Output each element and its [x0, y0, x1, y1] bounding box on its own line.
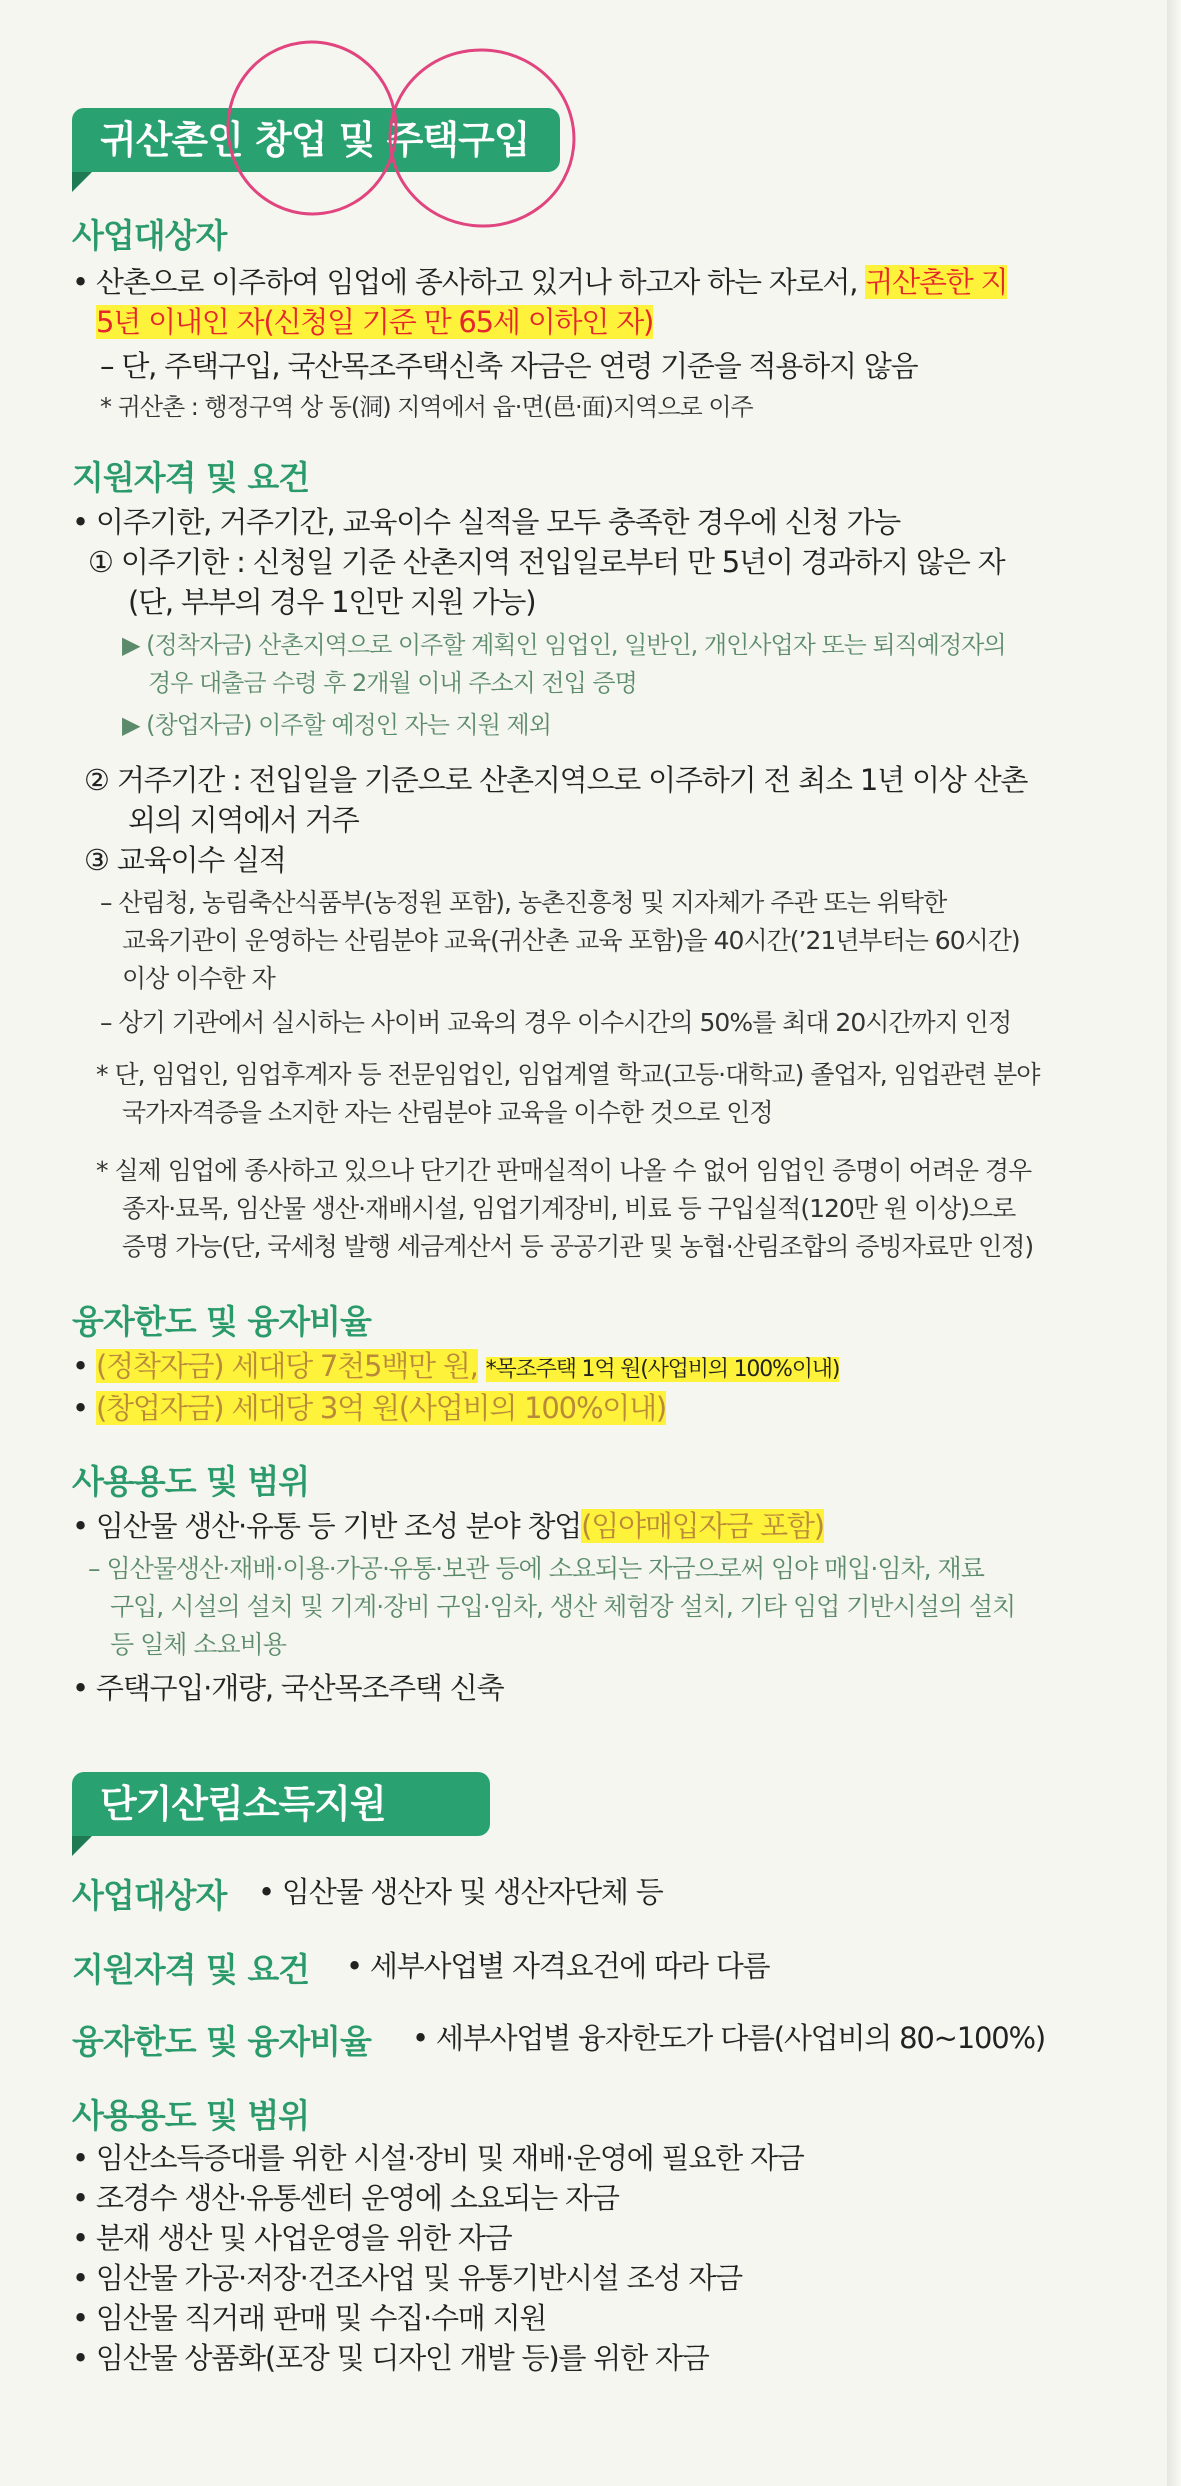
limit-value-2: • 세부사업별 융자한도가 다름(사업비의 80~100%)	[412, 2021, 1045, 2055]
heading-loan-limit-2: 융자한도 및 융자비율	[72, 2022, 371, 2061]
use2-item: • 조경수 생산·유통센터 운영에 소요되는 자금	[72, 2181, 619, 2215]
qual-line-14: * 단, 임업인, 임업후계자 등 전문임업인, 임업계열 학교(고등·대학교) 졸업자, 임업관련 분야	[96, 1060, 1040, 1089]
use2-item: • 임산소득증대를 위한 시설·장비 및 재배·운영에 필요한 자금	[72, 2141, 804, 2175]
qual-line-2: ① 이주기한 : 신청일 기준 산촌지역 전입일로부터 만 5년이 경과하지 않은 자	[88, 545, 1005, 579]
heading-usage: 사용용도 및 범위	[72, 1462, 310, 1501]
use2-item: • 분재 생산 및 사업운영을 위한 자금	[72, 2221, 512, 2255]
qual-line-3: (단, 부부의 경우 1인만 지원 가능)	[128, 585, 536, 619]
limit-line-2: • (창업자금) 세대당 3억 원(사업비의 100%이내)	[72, 1391, 667, 1425]
qual-line-8: 외의 지역에서 거주	[128, 803, 359, 837]
target-note: * 귀산촌 : 행정구역 상 동(洞) 지역에서 읍·면(邑·面)지역으로 이주	[100, 393, 753, 421]
highlight-startup-fund: (창업자금) 세대당 3억 원(사업비의 100%이내)	[95, 1391, 667, 1425]
use2-item: • 임산물 직거래 판매 및 수집·수매 지원	[72, 2301, 547, 2335]
use-line-3: 구입, 시설의 설치 및 기계·장비 구입·임차, 생산 체험장 설치, 기타 임업 기반시설의 설치	[110, 1592, 1016, 1621]
highlight-age-limit: 5년 이내인 자(신청일 기준 만 65세 이하인 자)	[96, 305, 654, 339]
qual-line-12: 이상 이수한 자	[122, 964, 275, 993]
target-value-2: • 임산물 생산자 및 생산자단체 등	[258, 1875, 663, 1909]
use-line-2: – 임산물생산·재배·이용·가공·유통·보관 등에 소요되는 자금으로써 임야 매입·임차, 재료	[88, 1554, 984, 1583]
qual-line-1: • 이주기한, 거주기간, 교육이수 실적을 모두 충족한 경우에 신청 가능	[72, 505, 901, 539]
qual-line-5: 경우 대출금 수령 후 2개월 이내 주소지 전입 증명	[148, 669, 637, 697]
pen-circle-right	[381, 41, 582, 235]
qual-line-16: * 실제 임업에 종사하고 있으나 단기간 판매실적이 나올 수 없어 임업인 증명이 어려운 경우	[96, 1156, 1032, 1185]
qual-line-17: 종자·묘목, 임산물 생산·재배시설, 임업기계장비, 비료 등 구입실적(120만 원 이상)으로	[122, 1194, 1016, 1223]
use2-item: • 임산물 상품화(포장 및 디자인 개발 등)를 위한 자금	[72, 2341, 709, 2375]
qual-value-2: • 세부사업별 자격요건에 따라 다름	[346, 1949, 770, 1983]
qual-line-13: – 상기 기관에서 실시하는 사이버 교육의 경우 이수시간의 50%를 최대 20시간까지 인정	[100, 1008, 1012, 1037]
qual-line-18: 증명 가능(단, 국세청 발행 세금계산서 등 공공기관 및 농협·산림조합의 증빙자료만 인정)	[122, 1232, 1034, 1261]
use-line-5: • 주택구입·개량, 국산목조주택 신축	[72, 1671, 504, 1705]
target-text: • 산촌으로 이주하여 임업에 종사하고 있거나 하고자 하는 자로서,	[72, 265, 866, 299]
section-title: 귀산촌인 창업 및 주택구입	[100, 118, 530, 162]
heading-qualification: 지원자격 및 요건	[72, 458, 310, 497]
qual-line-9: ③ 교육이수 실적	[84, 843, 286, 877]
heading-loan-limit: 융자한도 및 융자비율	[72, 1302, 371, 1341]
highlight-forest-purchase: (임야매입자금 포함)	[581, 1509, 824, 1543]
pen-circle-left	[217, 31, 407, 225]
target-line-3: – 단, 주택구입, 국산목조주택신축 자금은 연령 기준을 적용하지 않음	[100, 349, 918, 383]
highlight-settlement-fund: (정착자금) 세대당 7천5백만 원,	[95, 1349, 478, 1383]
use2-item: • 임산물 가공·저장·건조사업 및 유통기반시설 조성 자금	[72, 2261, 742, 2295]
qual-line-15: 국가자격증을 소지한 자는 산림분야 교육을 이수한 것으로 인정	[122, 1098, 773, 1127]
heading-usage-2: 사용용도 및 범위	[72, 2096, 310, 2135]
qual-line-11: 교육기관이 운영하는 산림분야 교육(귀산촌 교육 포함)을 40시간(’21년부터는 60시간)	[122, 926, 1020, 955]
use-line-4: 등 일체 소요비용	[110, 1630, 286, 1659]
qual-line-10: – 산림청, 농림축산식품부(농정원 포함), 농촌진흥청 및 지자체가 주관 또는 위탁한	[100, 888, 947, 917]
use-text: • 임산물 생산·유통 등 기반 조성 분야 창업	[72, 1509, 582, 1543]
qual-line-6: ▶ (창업자금) 이주할 예정인 자는 지원 제외	[122, 711, 551, 739]
heading-target-2: 사업대상자	[72, 1876, 227, 1915]
qual-line-4: ▶ (정착자금) 산촌지역으로 이주할 계획인 임업인, 일반인, 개인사업자 또는 퇴직예정자의	[122, 631, 1006, 659]
section-title-2: 단기산림소득지원	[100, 1782, 386, 1826]
limit-line-1: • (정착자금) 세대당 7천5백만 원, *목조주택 1억 원(사업비의 100%이내)	[72, 1349, 840, 1383]
highlight-wood-house: *목조주택 1억 원(사업비의 100%이내)	[485, 1357, 840, 1382]
qual-line-7: ② 거주기간 : 전입일을 기준으로 산촌지역으로 이주하기 전 최소 1년 이상 산촌	[84, 763, 1028, 797]
highlight-return-mountain: 귀산촌한 지	[865, 265, 1008, 299]
heading-qualification-2: 지원자격 및 요건	[72, 1950, 310, 1989]
heading-target: 사업대상자	[72, 216, 227, 255]
